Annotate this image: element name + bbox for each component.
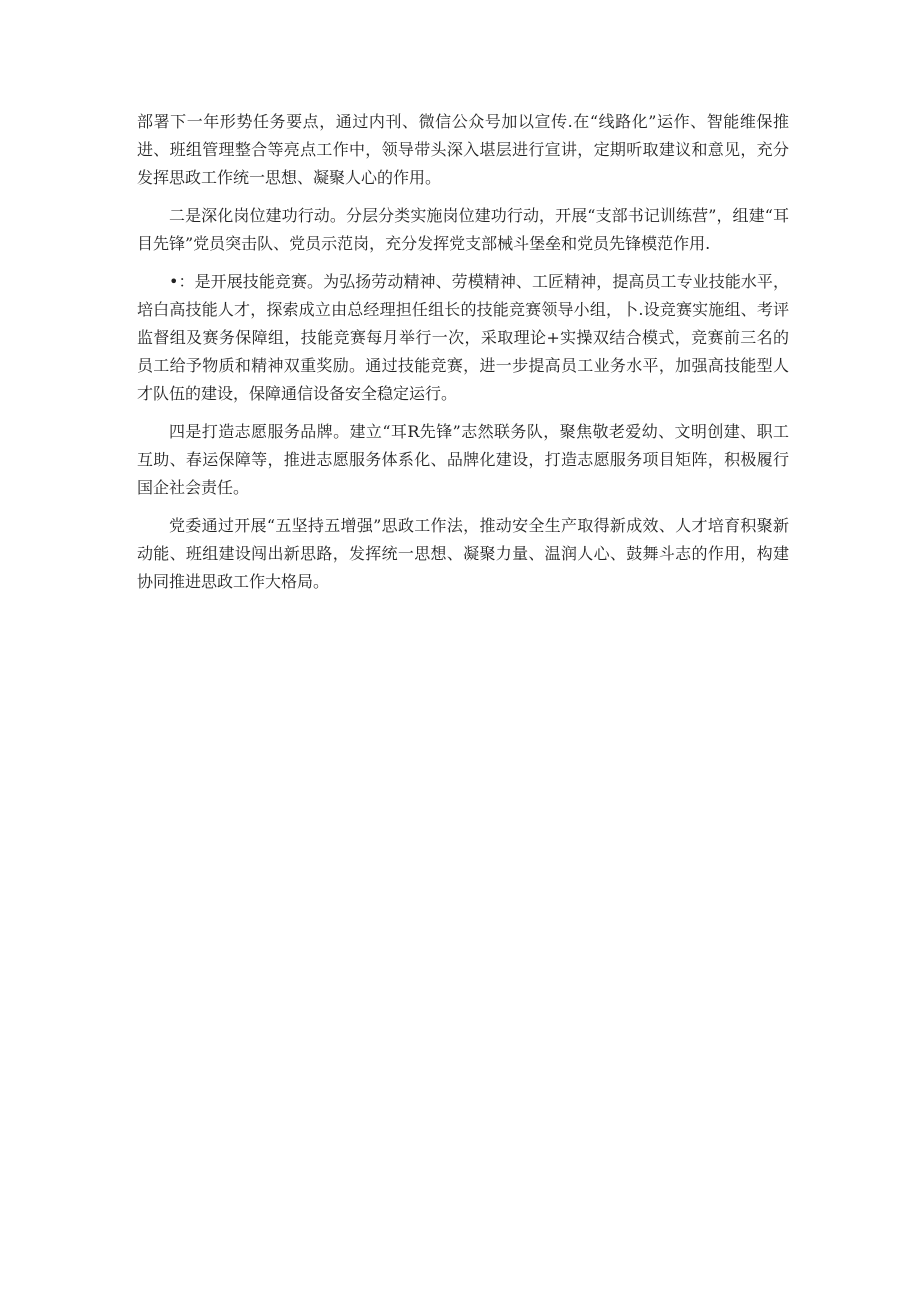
paragraph-continuation: 部署下一年形势任务要点，通过内刊、微信公众号加以宣传.在“线路化”运作、智能维保推进、班组管理整合等亮点工作中，领导带头深入堪层进行宣讲，定期听取建议和意见，充分发挥思政工作统一思想、凝聚人心的作用。 bbox=[137, 112, 789, 187]
paragraph-skill-competition: •：是开展技能竞赛。为弘扬劳动精神、劳模精神、工匠精神，提高员工专业技能水平，培白高技能人才，探索成立由总经理担任组长的技能竞赛领导小组，卜.设竞赛实施组、考评监督组及赛务保障组，技能竞赛每月举行一次，采取理论+实操双结合模式，竞赛前三名的员工给予物质和精神双重奖励。通过技能竞赛，进一步提高员工业务水平，加强高技能型人才队伍的建设，保障通信设备安全稳定运行。 bbox=[137, 272, 789, 403]
paragraph-volunteer-brand: 四是打造志愿服务品牌。建立“耳R先锋”志然联务队，聚焦敬老爱幼、文明创建、职工互助、春运保障等，推进志愿服务体系化、品牌化建设，打造志愿服务项目矩阵，积极履行国企社会责任。 bbox=[137, 422, 789, 497]
paragraph-conclusion: 党委通过开展“五坚持五增强”思政工作法，推动安全生产取得新成效、人才培育积聚新动能、班组建设闯出新思路，发挥统一思想、凝聚力量、温润人心、鼓舞斗志的作用，构建协同推进思政工作大格局。 bbox=[137, 516, 789, 591]
paragraph-job-merit: 二是深化岗位建功行动。分层分类实施岗位建功行动，开展“支部书记训练营”，组建“耳目先锋”党员突击队、党员示范岗，充分发挥党支部械斗堡垒和党员先锋模范作用. bbox=[137, 206, 789, 253]
document-body bbox=[137, 108, 789, 606]
